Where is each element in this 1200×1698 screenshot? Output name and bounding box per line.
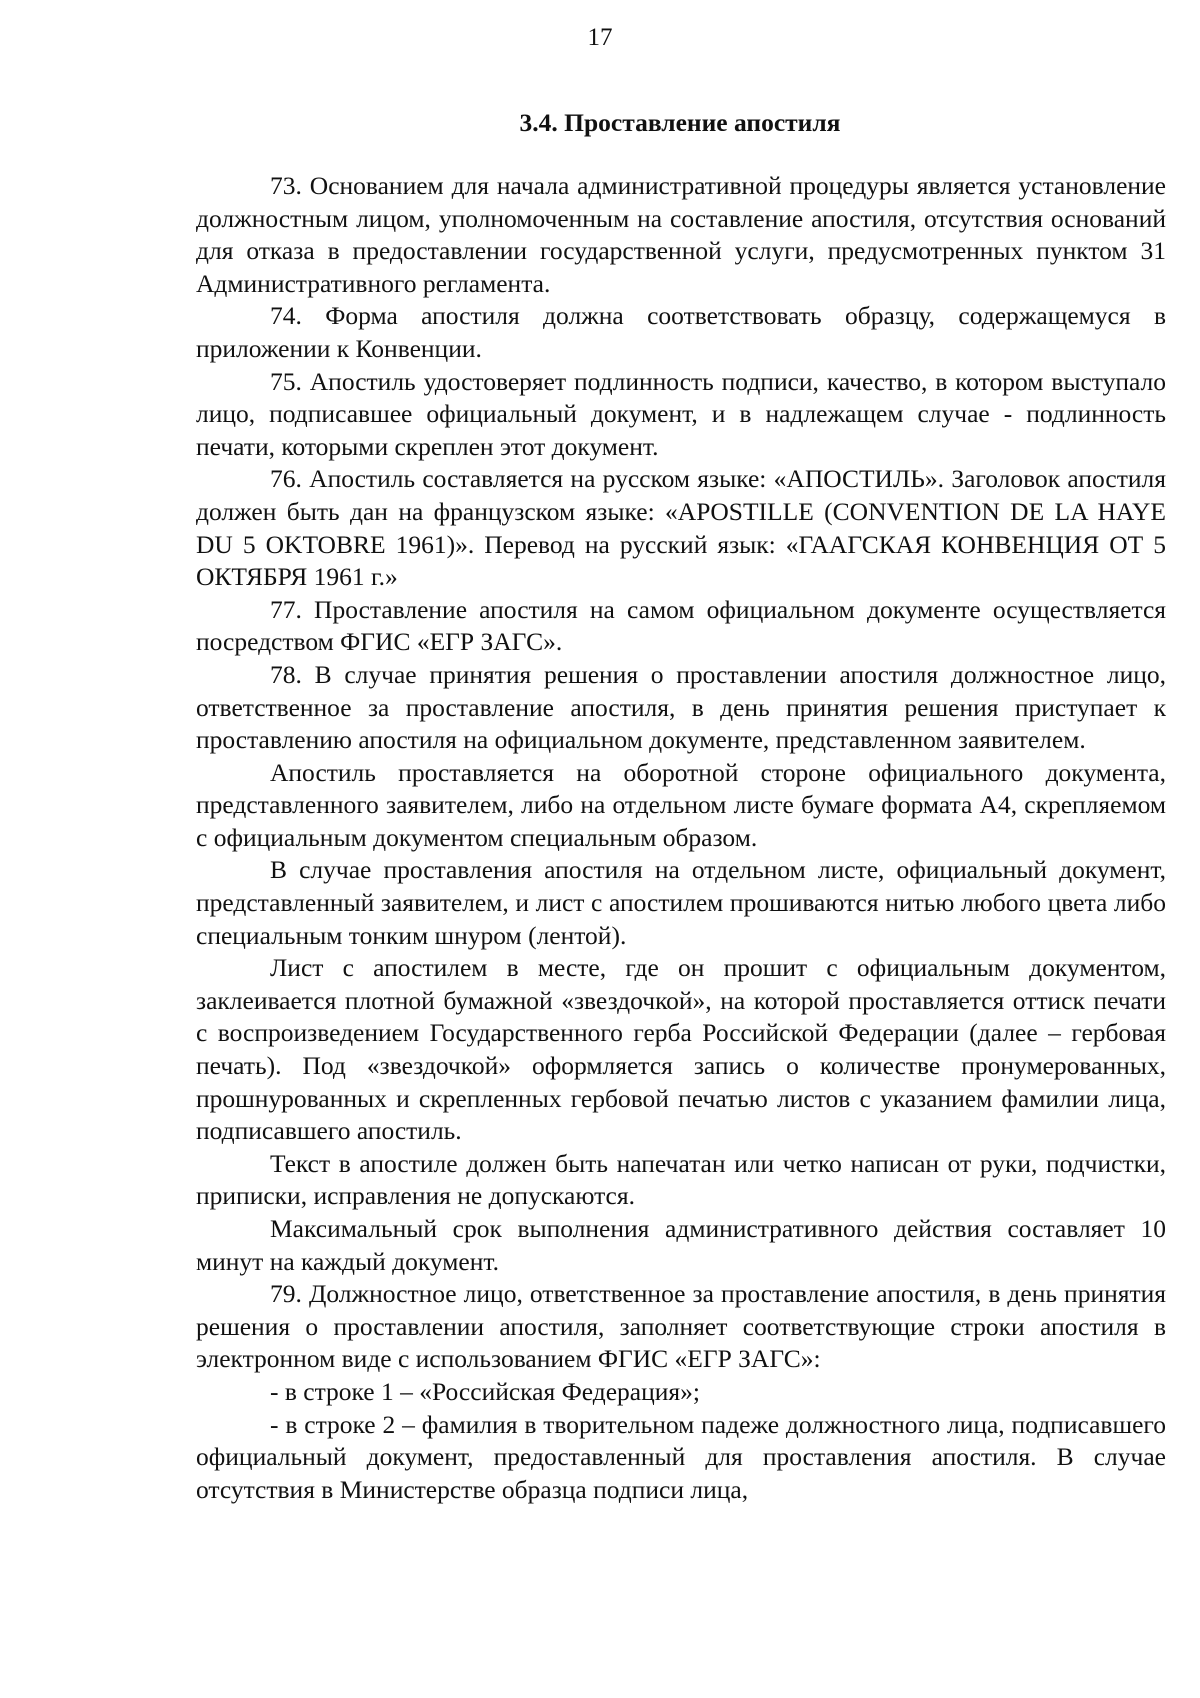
- paragraph-78: 78. В случае принятия решения о проставлении апостиля должностное лицо, ответственное за проставление апостиля, в день принятия решения приступает к проставлению апостиля на официальном документе, представленном заявителем.: [196, 659, 1166, 755]
- paragraph-78-max-duration: Максимальный срок выполнения административного действия составляет 10 минут на каждый документ.: [196, 1214, 1166, 1276]
- paragraph-76: 76. Апостиль составляется на русском языке: «АПОСТИЛЬ». Заголовок апостиля должен быть дан на французском языке: «APOSTILLE (CONVENTION DE LA HAYE DU 5 OKTOBRE 1961)». Перевод на русский язык: «ГААГСКАЯ КОНВЕНЦИЯ ОТ 5 ОКТЯБРЯ 1961 г.»: [196, 464, 1166, 592]
- page-number: 17: [587, 24, 613, 51]
- paragraph-78-apostille-placement: Апостиль проставляется на оборотной стороне официального документа, представленного заявителем, либо на отдельном листе бумаге формата А4, скрепляемом с официальным документом специальным образом.: [196, 757, 1166, 852]
- paragraph-79-line-2: - в строке 2 – фамилия в творительном падеже должностного лица, подписавшего официальный документ, предоставленный для проставления апостиля. В случае отсутствия в Министерстве образца подписи лица,: [196, 1409, 1166, 1504]
- paragraph-79: 79. Должностное лицо, ответственное за проставление апостиля, в день принятия решения о проставлении апостиля, заполняет соответствующие строки апостиля в электронном виде с использованием ФГИС «ЕГР ЗАГС»:: [196, 1279, 1166, 1374]
- paragraph-78-separate-sheet: В случае проставления апостиля на отдельном листе, официальный документ, представленный заявителем, и лист с апостилем прошиваются нитью любого цвета либо специальным тонким шнуром (лентой).: [196, 855, 1166, 950]
- paragraph-73: 73. Основанием для начала административной процедуры является установление должностным лицом, уполномоченным на составление апостиля, отсутствия оснований для отказа в предоставлении государственной услуги, предусмотренных пунктом 31 Административного регламента.: [196, 171, 1166, 298]
- paragraph-78-text-requirements: Текст в апостиле должен быть напечатан или четко написан от руки, подчистки, приписки, исправления не допускаются.: [196, 1148, 1166, 1211]
- paragraph-77: 77. Проставление апостиля на самом официальном документе осуществляется посредством ФГИС «ЕГР ЗАГС».: [196, 594, 1166, 657]
- section-title: 3.4. Проставление апостиля: [519, 108, 841, 137]
- paragraph-78-star-seal: Лист с апостилем в месте, где он прошит с официальным документом, заклеивается плотной бумажной «звездочкой», на которой проставляется оттиск печати с воспроизведением Государственного герба Российской Федерации (далее – гербовая печать). Под «звездочкой» оформляется запись о количестве пронумерованных, прошнурованных и скрепленных гербовой печатью листов с указанием фамилии лица, подписавшего апостиль.: [196, 953, 1166, 1146]
- paragraph-74: 74. Форма апостиля должна соответствовать образцу, содержащемуся в приложении к Конвенции.: [196, 301, 1166, 363]
- paragraph-75: 75. Апостиль удостоверяет подлинность подписи, качество, в котором выступало лицо, подписавшее официальный документ, и в надлежащем случае - подлинность печати, которыми скреплен этот документ.: [196, 366, 1166, 461]
- document-body: [196, 170, 1166, 1506]
- paragraph-79-line-1: - в строке 1 – «Российская Федерация»;: [270, 1376, 700, 1406]
